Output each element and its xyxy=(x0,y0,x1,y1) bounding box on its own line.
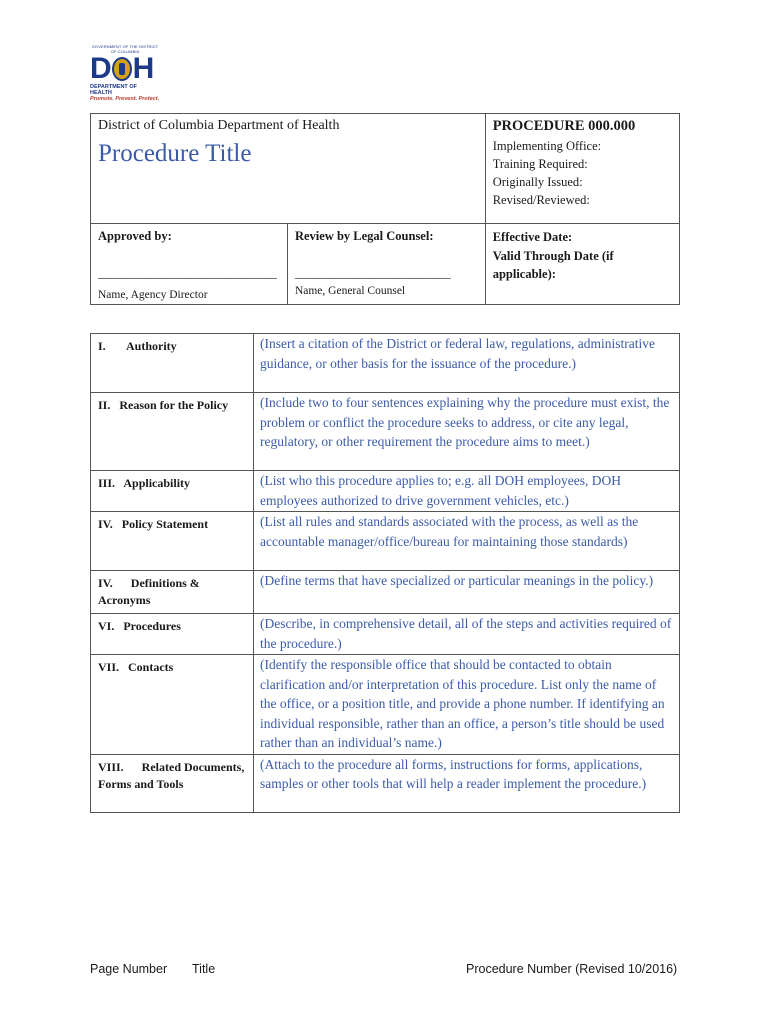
section-row xyxy=(91,471,680,512)
procedure-number: PROCEDURE 000.000 xyxy=(492,118,636,134)
section-content: (List all rules and standards associated with the process, as well as the accountable manager/office/bureau for maintaining those standards) xyxy=(254,512,680,571)
footer-title: Title xyxy=(192,962,216,976)
doh-logo xyxy=(90,44,160,100)
section-label: VI. Procedures xyxy=(91,614,254,655)
effective-date-cell xyxy=(485,224,679,305)
effective-date-label: Effective Date: xyxy=(492,230,573,244)
org-name: District of Columbia Department of Health xyxy=(98,118,340,133)
section-content: (List who this procedure applies to; e.g. all DOH employees, DOH employees authorized to drive government vehicles, etc.) xyxy=(254,471,680,512)
section-row xyxy=(91,512,680,571)
section-label: IV. Definitions & Acronyms xyxy=(91,571,254,614)
section-content: (Define terms that have specialized or particular meanings in the policy.) xyxy=(254,571,680,614)
approved-signature-line: _______________________________ xyxy=(98,266,277,280)
section-row xyxy=(91,571,680,614)
section-label: IV. Policy Statement xyxy=(91,512,254,571)
footer-page-number: Page Number xyxy=(90,962,168,976)
procedure-meta-cell xyxy=(485,114,679,224)
training-required-label: Training Required: xyxy=(492,157,588,171)
section-label: VII. Contacts xyxy=(91,655,254,755)
footer-procedure-number: Procedure Number (Revised 10/2016) xyxy=(466,962,678,976)
logo-mark-left: D xyxy=(90,52,111,85)
procedure-header-table xyxy=(90,113,680,305)
legal-signature-line: ___________________________ xyxy=(294,266,451,280)
section-row xyxy=(91,655,680,755)
logo-top-line: GOVERNMENT OF THE DISTRICT OF COLUMBIA xyxy=(91,44,159,54)
section-row xyxy=(91,754,680,812)
section-row xyxy=(91,614,680,655)
legal-name: Name, General Counsel xyxy=(294,285,406,297)
section-content: (Insert a citation of the District or federal law, regulations, administrative guidance, or other basis for the issuance of the procedure.) xyxy=(254,334,680,393)
legal-review-label: Review by Legal Counsel: xyxy=(294,229,434,243)
implementing-office-label: Implementing Office: xyxy=(492,139,602,153)
valid-through-label: Valid Through Date (if applicable): xyxy=(492,249,614,281)
section-row xyxy=(91,334,680,393)
approved-by-cell xyxy=(91,224,288,305)
logo-tagline: Promote. Prevent. Protect. xyxy=(90,96,160,102)
procedure-title: Procedure Title xyxy=(98,140,252,167)
approved-by-label: Approved by: xyxy=(98,229,172,243)
section-content: (Describe, in comprehensive detail, all of the steps and activities required of the procedure.) xyxy=(254,614,680,655)
logo-department: DEPARTMENT OF HEALTH xyxy=(90,84,137,96)
seal-icon xyxy=(112,57,132,81)
section-label: II. Reason for the Policy xyxy=(91,393,254,471)
section-label: I. Authority xyxy=(91,334,254,393)
procedure-sections-table xyxy=(90,333,680,813)
approved-name: Name, Agency Director xyxy=(98,289,208,301)
section-row xyxy=(91,393,680,471)
logo-mark xyxy=(90,54,160,84)
legal-review-cell xyxy=(287,224,485,305)
title-cell xyxy=(91,114,486,224)
section-content: (Attach to the procedure all forms, instructions for forms, applications, samples or other tools that will help a reader implement the procedure.) xyxy=(254,754,680,812)
originally-issued-label: Originally Issued: xyxy=(492,175,583,189)
section-content: (Include two to four sentences explaining why the procedure must exist, the problem or conflict the procedure seeks to address, or cite any legal, regulatory, or other requirement the procedure aims to meet.) xyxy=(254,393,680,471)
section-label: VIII. Related Documents, Forms and Tools xyxy=(91,754,254,812)
revised-reviewed-label: Revised/Reviewed: xyxy=(492,193,590,207)
section-label: III. Applicability xyxy=(91,471,254,512)
logo-mark-right: H xyxy=(132,52,154,85)
section-content: (Identify the responsible office that should be contacted to obtain clarification and/or interpretation of this procedure. List only the name of the office, or a position title, and provide a phone number. If identifying an individual responsible, rather than an office, a person’s title should be used rather than an individual’s name.) xyxy=(254,655,680,755)
